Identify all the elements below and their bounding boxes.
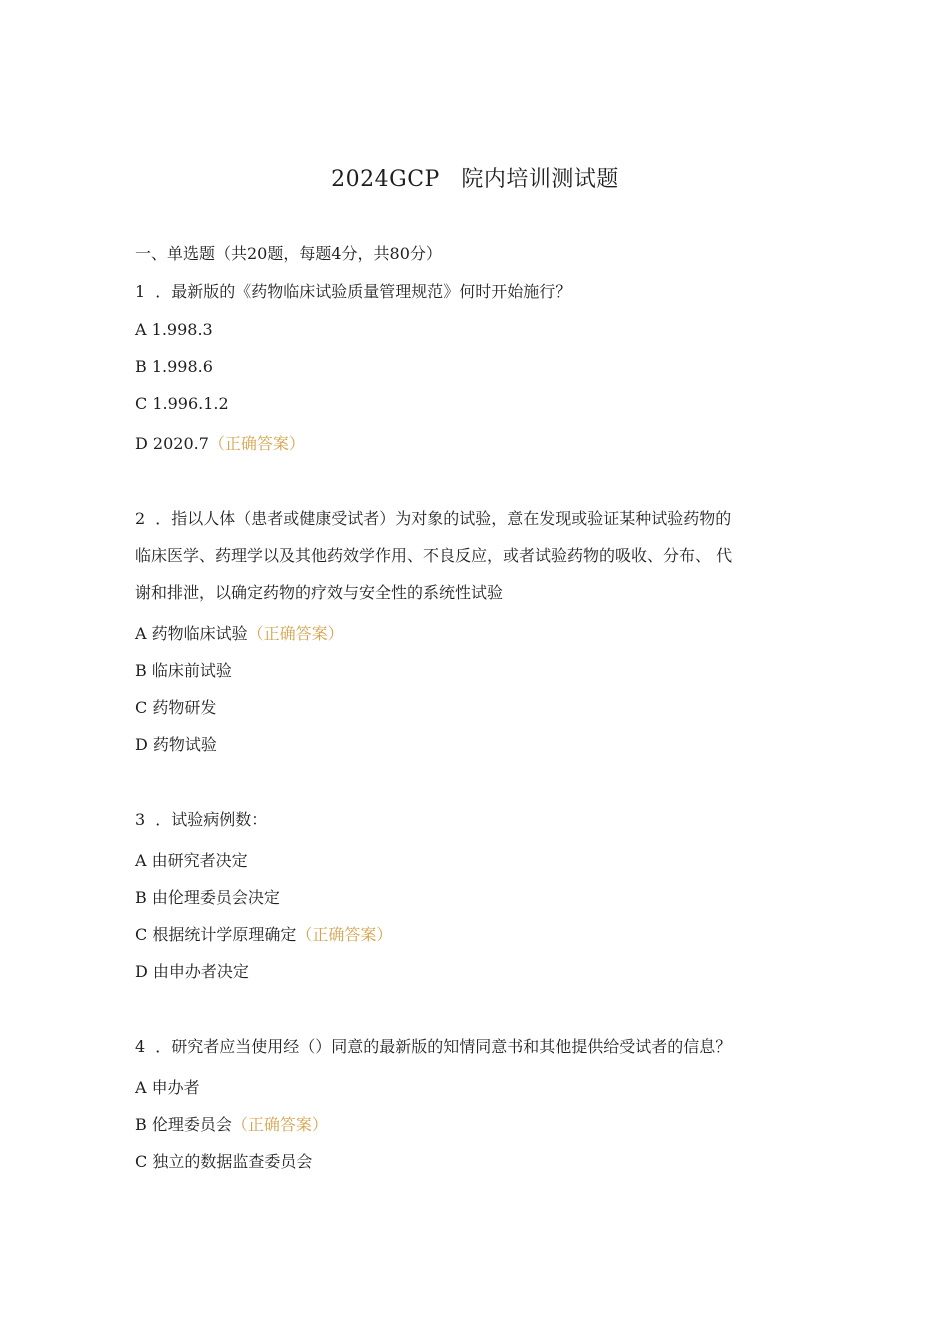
option-label: B 伦理委员会	[135, 1115, 232, 1134]
option-label: A 药物临床试验	[135, 624, 248, 643]
question-number: 2	[135, 509, 146, 528]
option-label: C 根据统计学原理确定	[135, 925, 297, 944]
correct-answer-mark: （正确答案）	[208, 434, 305, 453]
question-3-text	[135, 807, 267, 830]
option-label: B 由伦理委员会决定	[135, 888, 280, 907]
section-heading: 一、单选题（共20题，每题4分，共80分）	[135, 244, 442, 263]
option-c	[135, 695, 216, 718]
correct-answer-mark: （正确答案）	[296, 925, 393, 944]
option-b	[135, 885, 280, 908]
question-1-text	[135, 279, 571, 302]
option-label: D 2020.7	[135, 434, 209, 453]
question-2-line-2: 临床医学、药理学以及其他药效学作用、不良反应，或者试验药物的吸收、分布、 代	[135, 546, 733, 565]
option-a	[135, 1075, 200, 1098]
page-title: 2024GCP 院内培训测试题	[331, 167, 619, 192]
option-label: D 药物试验	[135, 735, 217, 754]
option-b	[135, 357, 213, 376]
question-number: 3	[135, 810, 146, 829]
option-a	[135, 848, 248, 871]
option-label: A 1.998.3	[135, 320, 213, 339]
option-label: C 药物研发	[135, 698, 217, 717]
option-c	[135, 394, 229, 413]
question-line: ．指以人体（患者或健康受试者）为对象的试验，意在发现或验证某种试验药物的	[155, 509, 732, 528]
question-number: 1	[135, 282, 146, 301]
option-label: B 临床前试验	[135, 661, 232, 680]
question-4-text	[135, 1034, 731, 1057]
option-label: C 独立的数据监查委员会	[135, 1152, 313, 1171]
question-2-line-3: 谢和排泄，以确定药物的疗效与安全性的系统性试验	[135, 583, 504, 602]
correct-answer-mark: （正确答案）	[231, 1115, 328, 1134]
option-c	[135, 922, 392, 945]
option-c	[135, 1149, 312, 1172]
question-line: ．最新版的《药物临床试验质量管理规范》何时开始施行？	[155, 282, 572, 301]
question-number: 4	[135, 1037, 146, 1056]
question-2-text	[135, 506, 731, 529]
correct-answer-mark: （正确答案）	[247, 624, 344, 643]
option-label: B 1.998.6	[135, 357, 213, 376]
question-line: ．研究者应当使用经（）同意的最新版的知情同意书和其他提供给受试者的信息？	[155, 1037, 732, 1056]
option-d	[135, 431, 305, 454]
option-label: A 由研究者决定	[135, 851, 248, 870]
option-d	[135, 732, 217, 755]
option-a	[135, 320, 213, 339]
option-label: C 1.996.1.2	[135, 394, 229, 413]
option-d	[135, 959, 249, 982]
option-a	[135, 621, 344, 644]
question-line: ．试验病例数：	[155, 810, 268, 829]
option-b	[135, 658, 232, 681]
option-label: A 申办者	[135, 1078, 200, 1097]
option-b	[135, 1112, 328, 1135]
option-label: D 由申办者决定	[135, 962, 249, 981]
